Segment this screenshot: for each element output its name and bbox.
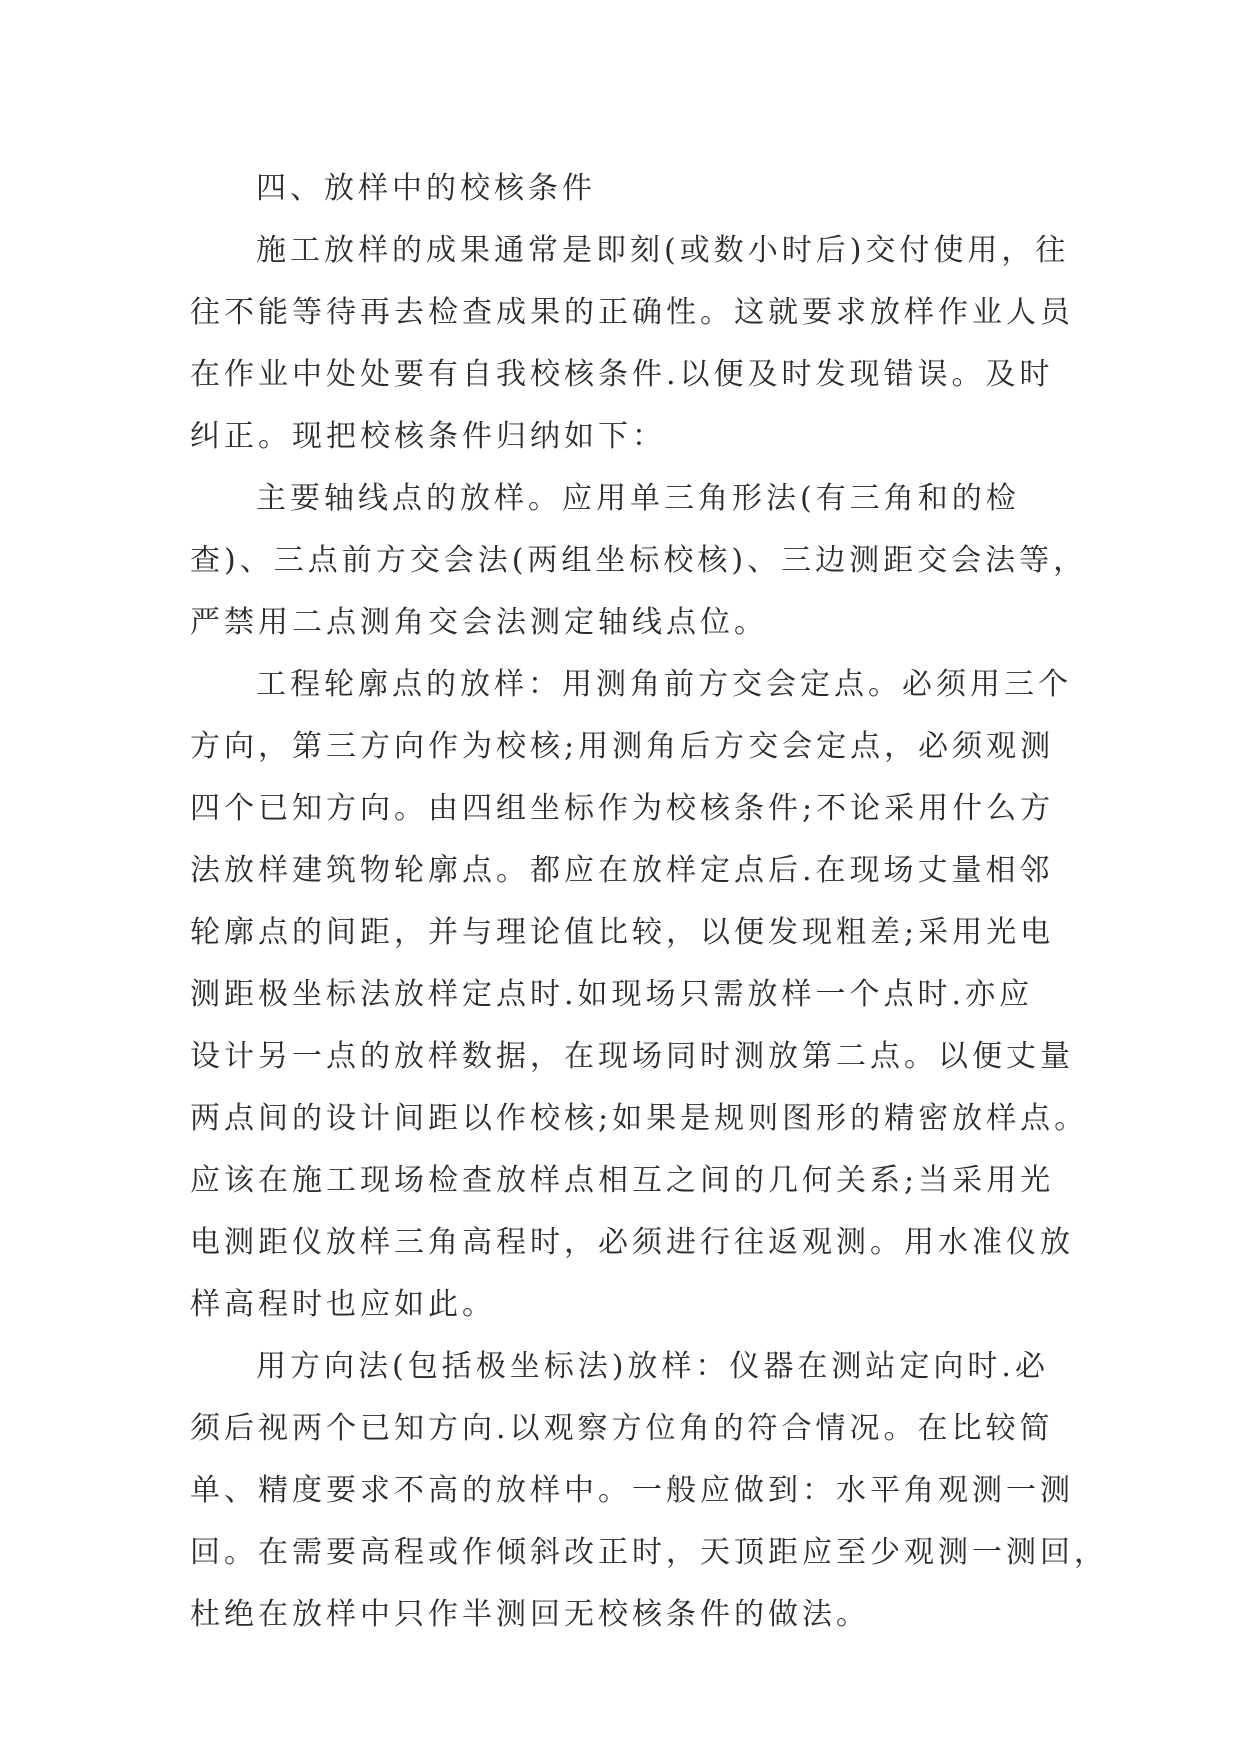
- paragraph-line: 电测距仪放样三角高程时，必须进行往返观测。用水准仪放: [190, 1225, 1074, 1260]
- paragraph-4: [190, 1336, 1108, 1646]
- paragraph-line: 回。在需要高程或作倾斜改正时，天顶距应至少观测一测回，: [190, 1535, 1108, 1570]
- paragraph-line: 主要轴线点的放样。应用单三角形法(有三角和的检: [256, 481, 1020, 516]
- paragraph-line: 单、精度要求不高的放样中。一般应做到：水平角观测一测: [190, 1473, 1074, 1508]
- paragraph-line: 应该在施工现场检查放样点相互之间的几何关系;当采用光: [190, 1163, 1055, 1198]
- paragraph-line: 方向，第三方向作为校核;用测角后方交会定点，必须观测: [190, 729, 1055, 764]
- paragraph-line: 纠正。现把校核条件归纳如下：: [190, 419, 666, 454]
- paragraph-line: 须后视两个已知方向.以观察方位角的符合情况。在比较简: [190, 1411, 1054, 1446]
- paragraph-line: 样高程时也应如此。: [190, 1287, 496, 1322]
- paragraph-line: 查)、三点前方交会法(两组坐标校核)、三边测距交会法等，: [190, 543, 1088, 578]
- section-heading: 四、放样中的校核条件: [256, 171, 596, 206]
- paragraph-1: [190, 220, 1074, 468]
- document-body: [190, 158, 1108, 1646]
- paragraph-line: 往不能等待再去检查成果的正确性。这就要求放样作业人员: [190, 295, 1074, 330]
- paragraph-line: 法放样建筑物轮廓点。都应在放样定点后.在现场丈量相邻: [190, 853, 1054, 888]
- paragraph-2: [190, 468, 1088, 654]
- paragraph-line: 用方向法(包括极坐标法)放样：仪器在测站定向时.必: [256, 1349, 1049, 1384]
- paragraph-line: 在作业中处处要有自我校核条件.以便及时发现错误。及时: [190, 357, 1054, 392]
- paragraph-3: [190, 654, 1089, 1336]
- paragraph-line: 四个已知方向。由四组坐标作为校核条件;不论采用什么方: [190, 791, 1055, 826]
- paragraph-line: 杜绝在放样中只作半测回无校核条件的做法。: [190, 1597, 870, 1632]
- paragraph-line: 工程轮廓点的放样：用测角前方交会定点。必须用三个: [256, 667, 1072, 702]
- paragraph-line: 设计另一点的放样数据，在现场同时测放第二点。以便丈量: [190, 1039, 1074, 1074]
- paragraph-line: 两点间的设计间距以作校核;如果是规则图形的精密放样点。: [190, 1101, 1089, 1136]
- paragraph-line: 严禁用二点测角交会法测定轴线点位。: [190, 605, 768, 640]
- paragraph-line: 施工放样的成果通常是即刻(或数小时后)交付使用，往: [256, 233, 1070, 268]
- paragraph-line: 测距极坐标法放样定点时.如现场只需放样一个点时.亦应: [190, 977, 1034, 1012]
- paragraph-line: 轮廓点的间距，并与理论值比较，以便发现粗差;采用光电: [190, 915, 1055, 950]
